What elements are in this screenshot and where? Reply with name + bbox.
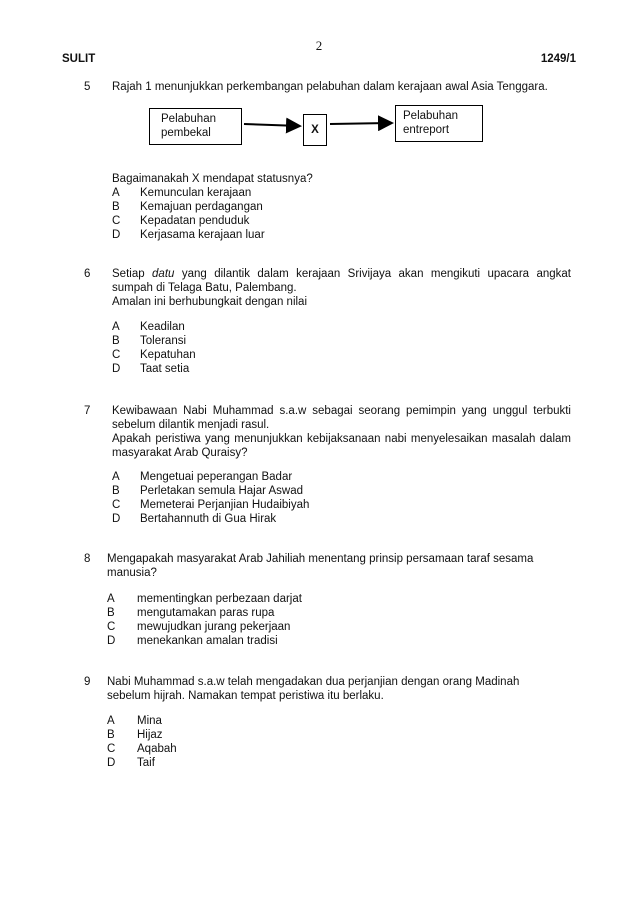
option-text: mengutamakan paras rupa [137,607,275,619]
question-number: 7 [84,405,91,417]
option[interactable] [107,714,177,728]
header-sulit: SULIT [62,53,96,65]
question-text: sebelum dilantik menjadi rasul. [112,419,270,431]
option-letter: C [112,349,121,361]
option-text: Bertahannuth di Gua Hirak [140,513,277,525]
question-text: Nabi Muhammad s.a.w telah mengadakan dua perjanjian dengan orang Madinah [107,676,520,688]
option-text: Taat setia [140,363,190,375]
question-number: 6 [84,268,91,280]
diagram-box-label: entreport [403,124,450,136]
diagram-box-supplier-port [149,108,242,145]
option[interactable] [112,512,309,526]
question-text: sumpah di Telaga Batu, Palembang. [112,282,297,294]
option-text: Kepatuhan [140,349,196,361]
option-list [112,320,196,376]
option-letter: B [112,201,120,213]
question-text: Mengapakah masyarakat Arab Jahiliah menentang prinsip persamaan taraf sesama [107,553,534,565]
option-text: Kerjasama kerajaan luar [140,229,265,241]
option[interactable] [112,334,196,348]
option-text: Taif [137,757,155,769]
option-text: Memeterai Perjanjian Hudaibiyah [140,499,310,511]
option-letter: C [112,215,121,227]
option-letter: B [112,485,120,497]
diagram-box-x: X [303,114,327,146]
option-letter: D [107,635,116,647]
option-text: Mina [137,715,162,727]
option-letter: D [112,363,121,375]
question-text: manusia? [107,567,157,579]
option-text: Kemunculan kerajaan [140,187,252,199]
text-run: yang dilantik dalam kerajaan Srivijaya akan mengikuti upacara angkat [181,268,571,280]
option[interactable] [107,756,177,770]
question-text: Rajah 1 menunjukkan perkembangan pelabuhan dalam kerajaan awal Asia Tenggara. [112,81,548,93]
question-number: 8 [84,553,91,565]
option-text: menekankan amalan tradisi [137,635,278,647]
diagram-box-label: Pelabuhan [161,113,216,125]
option[interactable] [112,348,196,362]
option-list [112,186,265,242]
option-text: Kemajuan perdagangan [140,201,263,213]
page-number: 2 [315,38,323,53]
option-list [107,592,302,648]
question-text: Kewibawaan Nabi Muhammad s.a.w sebagai seorang pemimpin yang unggul terbukti [112,405,571,417]
question-text: masyarakat Arab Quraisy? [112,447,248,459]
option-text: Kepadatan penduduk [140,215,250,227]
option[interactable] [112,484,309,498]
diagram-box-entreport-port [395,105,483,142]
question-text-first-line [112,267,571,281]
option[interactable] [112,470,309,484]
text-run: Setiap [112,268,153,280]
diagram-box-label: Pelabuhan [403,110,458,122]
question-text: Apakah peristiwa yang menunjukkan kebijaksanaan nabi menyelesaikan masalah dalam [112,433,571,445]
option-list [107,714,177,770]
option[interactable] [107,742,177,756]
option-list [112,470,309,526]
option-letter: C [107,621,116,633]
option-text: Keadilan [140,321,185,333]
italic-term: datu [152,268,175,280]
option-letter: B [107,607,115,619]
option-letter: B [107,729,115,741]
option-letter: C [107,743,116,755]
option[interactable] [112,362,196,376]
question-number: 9 [84,676,91,688]
option-letter: A [112,321,120,333]
option[interactable] [107,728,177,742]
option-text: mewujudkan jurang pekerjaan [137,621,291,633]
option-text: Toleransi [140,335,187,347]
header-code: 1249/1 [540,53,576,65]
option-letter: A [112,471,120,483]
option[interactable] [112,228,265,242]
option-letter: D [107,757,116,769]
option-letter: A [107,715,115,727]
option[interactable] [112,200,265,214]
option-letter: D [112,229,121,241]
arrow-left [244,124,300,126]
option-letter: B [112,335,120,347]
question-text: sebelum hijrah. Namakan tempat peristiwa itu berlaku. [107,690,384,702]
option-letter: A [107,593,115,605]
option[interactable] [112,214,265,228]
option[interactable] [107,634,302,648]
option-letter: A [112,187,120,199]
option-text: Aqabah [137,743,177,755]
option[interactable] [112,498,309,512]
option-text: Hijaz [137,729,163,741]
option[interactable] [112,320,196,334]
option[interactable] [112,186,265,200]
option-text: Perletakan semula Hajar Aswad [140,485,303,497]
option[interactable] [107,606,302,620]
diagram-box-label: pembekal [161,127,211,139]
option[interactable] [107,620,302,634]
option-text: Mengetuai peperangan Badar [140,471,293,483]
question-number: 5 [84,81,91,93]
question-stem: Bagaimanakah X mendapat statusnya? [112,173,313,185]
option[interactable] [107,592,302,606]
option-letter: D [112,513,121,525]
option-text: mementingkan perbezaan darjat [137,593,302,605]
arrow-right [330,123,392,124]
question-text: Amalan ini berhubungkait dengan nilai [112,296,308,308]
option-letter: C [112,499,121,511]
